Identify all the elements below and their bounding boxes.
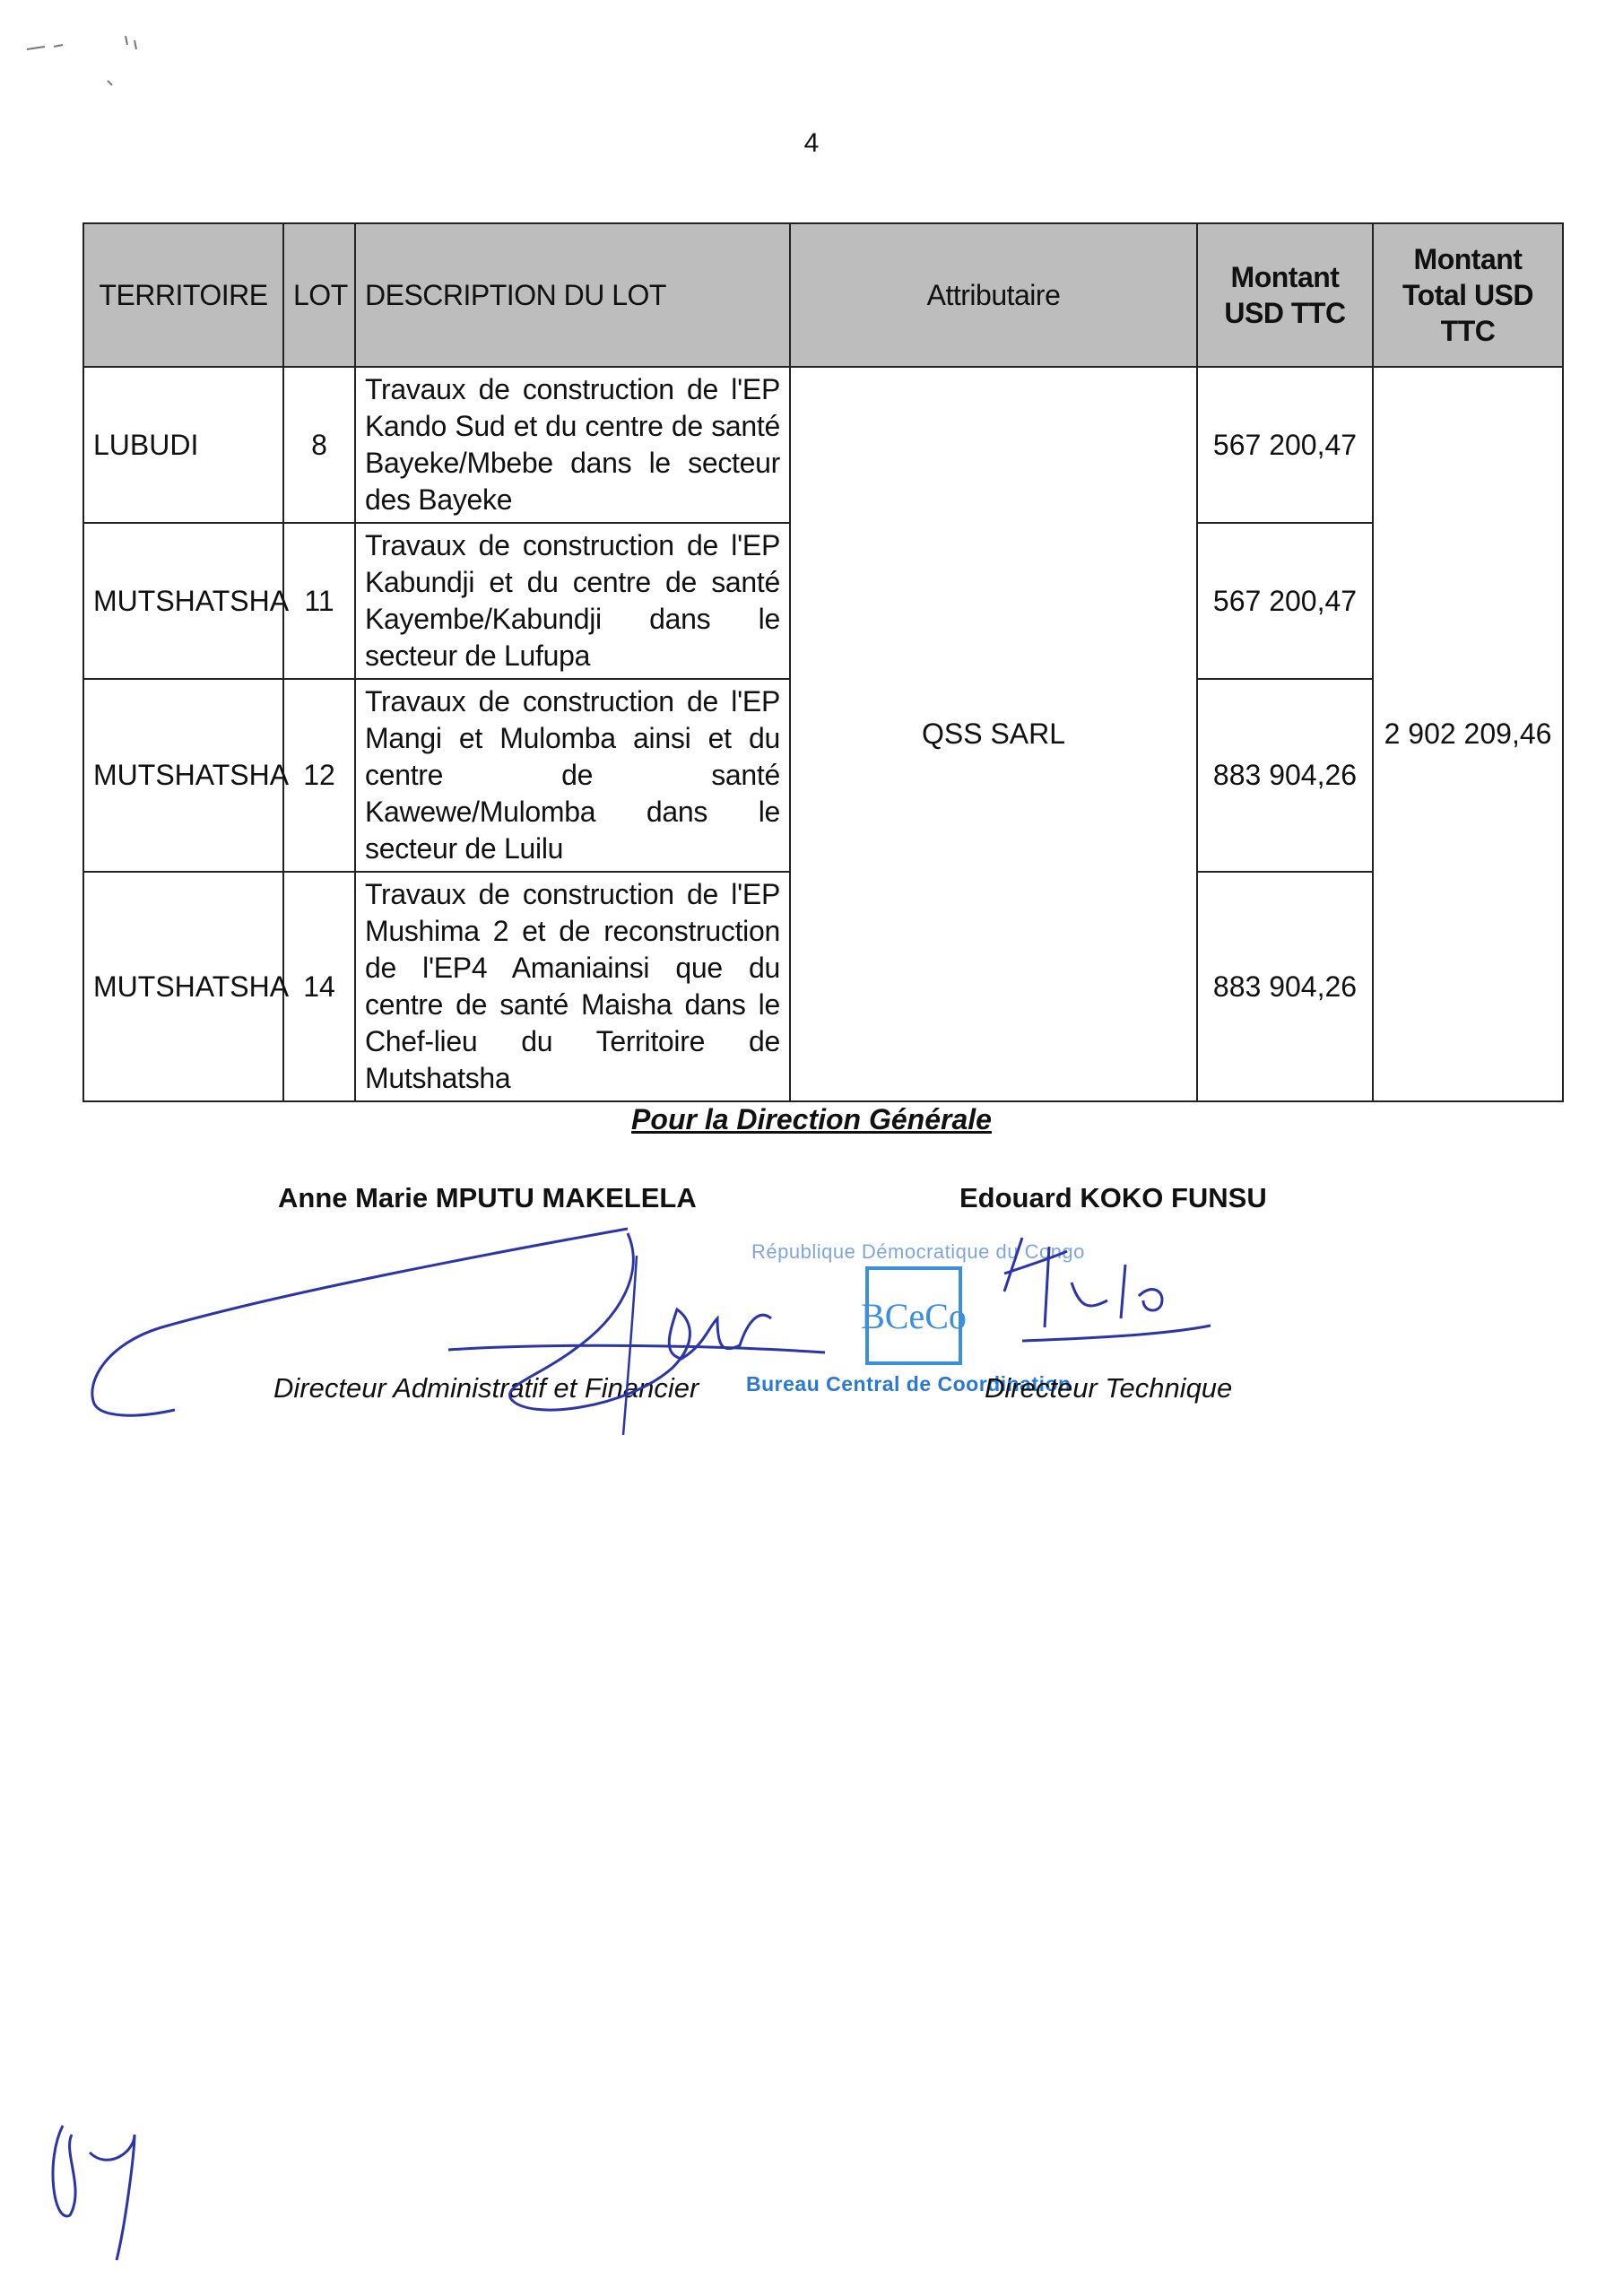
signatory-right-name: Edouard KOKO FUNSU — [959, 1182, 1267, 1213]
signatory-left-title: Directeur Administratif et Financier — [273, 1372, 699, 1404]
header-montant: Montant USD TTC — [1197, 223, 1373, 367]
stamp-monogram: BCeCo — [865, 1266, 962, 1365]
page-number: 4 — [803, 128, 820, 158]
row-montant: 567 200,47 — [1197, 523, 1373, 679]
header-territoire: TERRITOIRE — [83, 223, 283, 367]
row-lot: 12 — [283, 679, 355, 872]
row-description: Travaux de construction de l'EP Mushima 2 et de reconstruction de l'EP4 Amaniainsi que du centre de santé Maisha dans le Chef-lieu du Territoire de Mutshatsha — [355, 872, 790, 1101]
header-attributaire: Attributaire — [790, 223, 1197, 367]
row-territoire: LUBUDI — [83, 367, 283, 523]
stamp-bottom-text: Bureau Central de Coordination — [746, 1372, 1072, 1396]
row-description: Travaux de construction de l'EP Kando Sud et du centre de santé Bayeke/Mbebe dans le secteur des Bayeke — [355, 367, 790, 523]
row-description: Travaux de construction de l'EP Kabundji et du centre de santé Kayembe/Kabundji dans le secteur de Lufupa — [355, 523, 790, 679]
signature-right-stroke — [1004, 1238, 1162, 1327]
initials-stroke — [53, 2126, 135, 2260]
attributaire-cell: QSS SARL — [790, 367, 1197, 1101]
signatory-left-name: Anne Marie MPUTU MAKELELA — [278, 1182, 697, 1213]
table-row — [83, 367, 1563, 523]
signatory-right-title: Directeur Technique — [985, 1372, 1233, 1404]
signature-right-underline — [1022, 1326, 1211, 1341]
header-lot: LOT — [283, 223, 355, 367]
row-territoire: MUTSHATSHA — [83, 523, 283, 679]
signature-left-underline — [448, 1345, 825, 1352]
row-lot: 14 — [283, 872, 355, 1101]
header-montant-total: Montant Total USD TTC — [1373, 223, 1563, 367]
signature-left-tail — [623, 1256, 637, 1435]
signature-heading: Pour la Direction Générale — [631, 1103, 992, 1135]
row-montant: 883 904,26 — [1197, 679, 1373, 872]
row-montant: 567 200,47 — [1197, 367, 1373, 523]
montant-total-cell: 2 902 209,46 — [1373, 367, 1563, 1101]
row-territoire: MUTSHATSHA — [83, 872, 283, 1101]
header-description: DESCRIPTION DU LOT — [355, 223, 790, 367]
row-lot: 11 — [283, 523, 355, 679]
row-montant: 883 904,26 — [1197, 872, 1373, 1101]
row-territoire: MUTSHATSHA — [83, 679, 283, 872]
table-header-row — [83, 223, 1563, 367]
lots-table — [82, 222, 1564, 1102]
row-lot: 8 — [283, 367, 355, 523]
scan-marks — [27, 36, 136, 85]
row-description: Travaux de construction de l'EP Mangi et Mulomba ainsi et du centre de santé Kawewe/Mulomba dans le secteur de Luilu — [355, 679, 790, 872]
stamp-top-text: République Démocratique du Congo — [751, 1240, 1085, 1263]
